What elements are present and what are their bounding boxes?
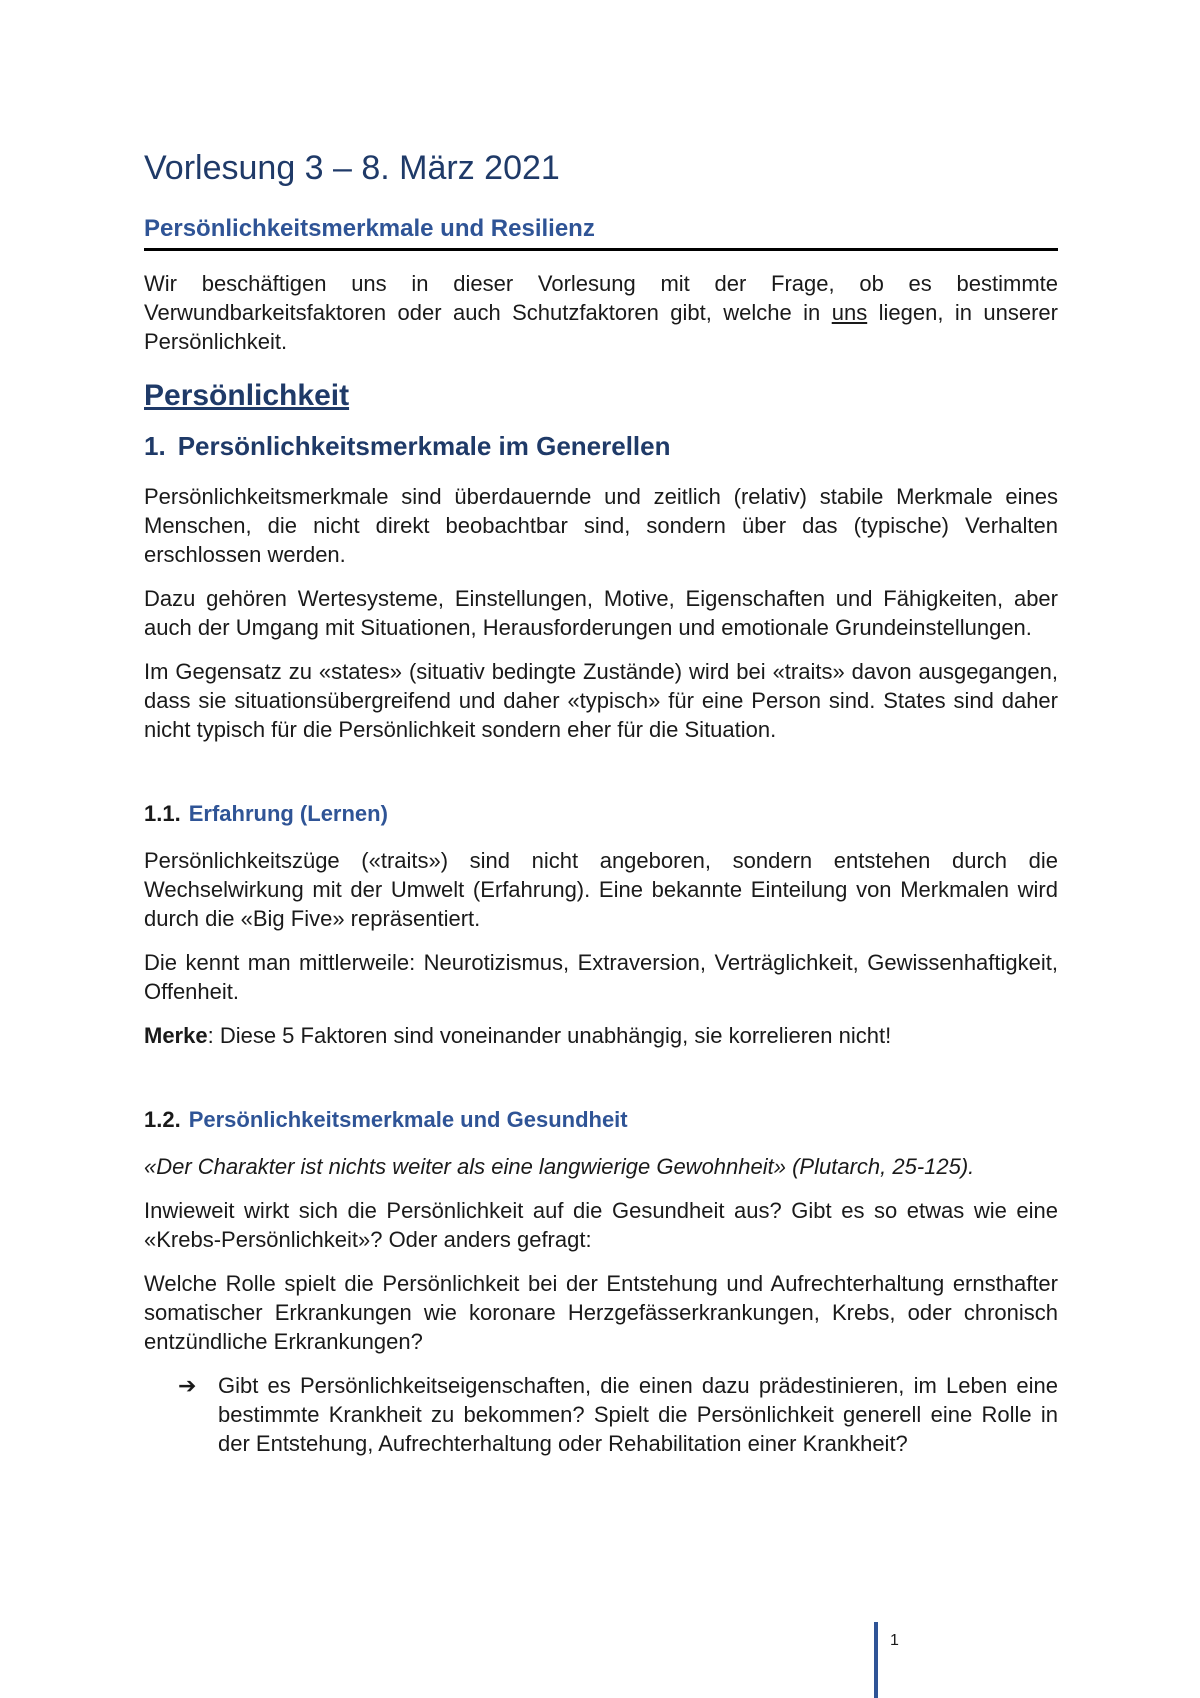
document-page	[144, 148, 1058, 1473]
subsection-title: Persönlichkeitsmerkmale und Gesundheit	[188, 1107, 628, 1132]
intro-text-before: Wir beschäftigen uns in dieser Vorlesung mit der Frage, ob es bestimmte Verwundbarkeitsfaktoren oder auch Schutzfaktoren gibt, welche in	[144, 271, 1058, 325]
section-heading-persoenlichkeit: Persönlichkeit	[144, 379, 350, 412]
note-paragraph	[144, 1021, 1058, 1050]
paragraph: Inwieweit wirkt sich die Persönlichkeit auf die Gesundheit aus? Gibt es so etwas wie eine «Krebs-Persönlichkeit»? Oder anders gefragt:	[144, 1198, 1058, 1252]
subsection-title: Erfahrung (Lernen)	[188, 801, 388, 826]
document-title: Vorlesung 3 – 8. März 2021	[144, 149, 560, 187]
bullet-item	[144, 1371, 1058, 1458]
subsection-number: 1.	[144, 431, 166, 461]
page-number: 1	[890, 1632, 899, 1649]
subsection-heading-1	[144, 430, 1058, 462]
paragraph: Persönlichkeitszüge («traits») sind nicht angeboren, sondern entstehen durch die Wechselwirkung mit der Umwelt (Erfahrung). Eine bekannte Einteilung von Merkmalen wird durch die «Big Five» repräsentiert.	[144, 848, 1058, 931]
intro-underlined-word: uns	[831, 300, 868, 325]
arrow-right-icon: ➔	[178, 1373, 197, 1398]
subsection-heading-1-2	[144, 1106, 1058, 1134]
note-text: : Diese 5 Faktoren sind voneinander unabhängig, sie korrelieren nicht!	[207, 1023, 892, 1048]
subsection-number: 1.2.	[144, 1107, 181, 1132]
bullet-text: Gibt es Persönlichkeitseigenschaften, die einen dazu prädestinieren, im Leben eine bestimmte Krankheit zu bekommen? Spielt die Persönlichkeit generell eine Rolle in der Entstehung, Aufrechterhaltung oder Rehabilitation einer Krankheit?	[218, 1373, 1058, 1456]
paragraph: Welche Rolle spielt die Persönlichkeit bei der Entstehung und Aufrechterhaltung ernsthafter somatischer Erkrankungen wie koronare Herzgefässerkrankungen, Krebs, oder chronisch entzündliche Erkrankungen?	[144, 1271, 1058, 1354]
footer-divider	[874, 1622, 878, 1698]
intro-text-after: liegen, in unserer Persönlichkeit.	[144, 300, 1058, 354]
subsection-heading-1-1	[144, 800, 1058, 828]
intro-paragraph	[144, 269, 1058, 356]
subsection-number: 1.1.	[144, 801, 181, 826]
paragraph: Dazu gehören Wertesysteme, Einstellungen, Motive, Eigenschaften und Fähigkeiten, aber auch der Umgang mit Situationen, Herausforderungen und emotionale Grundeinstellungen.	[144, 586, 1058, 640]
paragraph: Persönlichkeitsmerkmale sind überdauernde und zeitlich (relativ) stabile Merkmale eines Menschen, die nicht direkt beobachtbar sind, sondern über das (typische) Verhalten erschlossen werden.	[144, 484, 1058, 567]
note-label: Merke	[144, 1023, 208, 1048]
paragraph: Die kennt man mittlerweile: Neurotizismus, Extraversion, Verträglichkeit, Gewissenhaftigkeit, Offenheit.	[144, 950, 1058, 1004]
subsection-title: Persönlichkeitsmerkmale im Generellen	[177, 431, 671, 461]
quote-paragraph: «Der Charakter ist nichts weiter als eine langwierige Gewohnheit» (Plutarch, 25-125).	[144, 1154, 975, 1179]
document-subtitle: Persönlichkeitsmerkmale und Resilienz	[144, 214, 1058, 251]
paragraph: Im Gegensatz zu «states» (situativ bedingte Zustände) wird bei «traits» davon ausgegangen, dass sie situationsübergreifend und daher «typisch» für eine Person sind. States sind daher nicht typisch für die Persönlichkeit sondern eher für die Situation.	[144, 659, 1058, 742]
